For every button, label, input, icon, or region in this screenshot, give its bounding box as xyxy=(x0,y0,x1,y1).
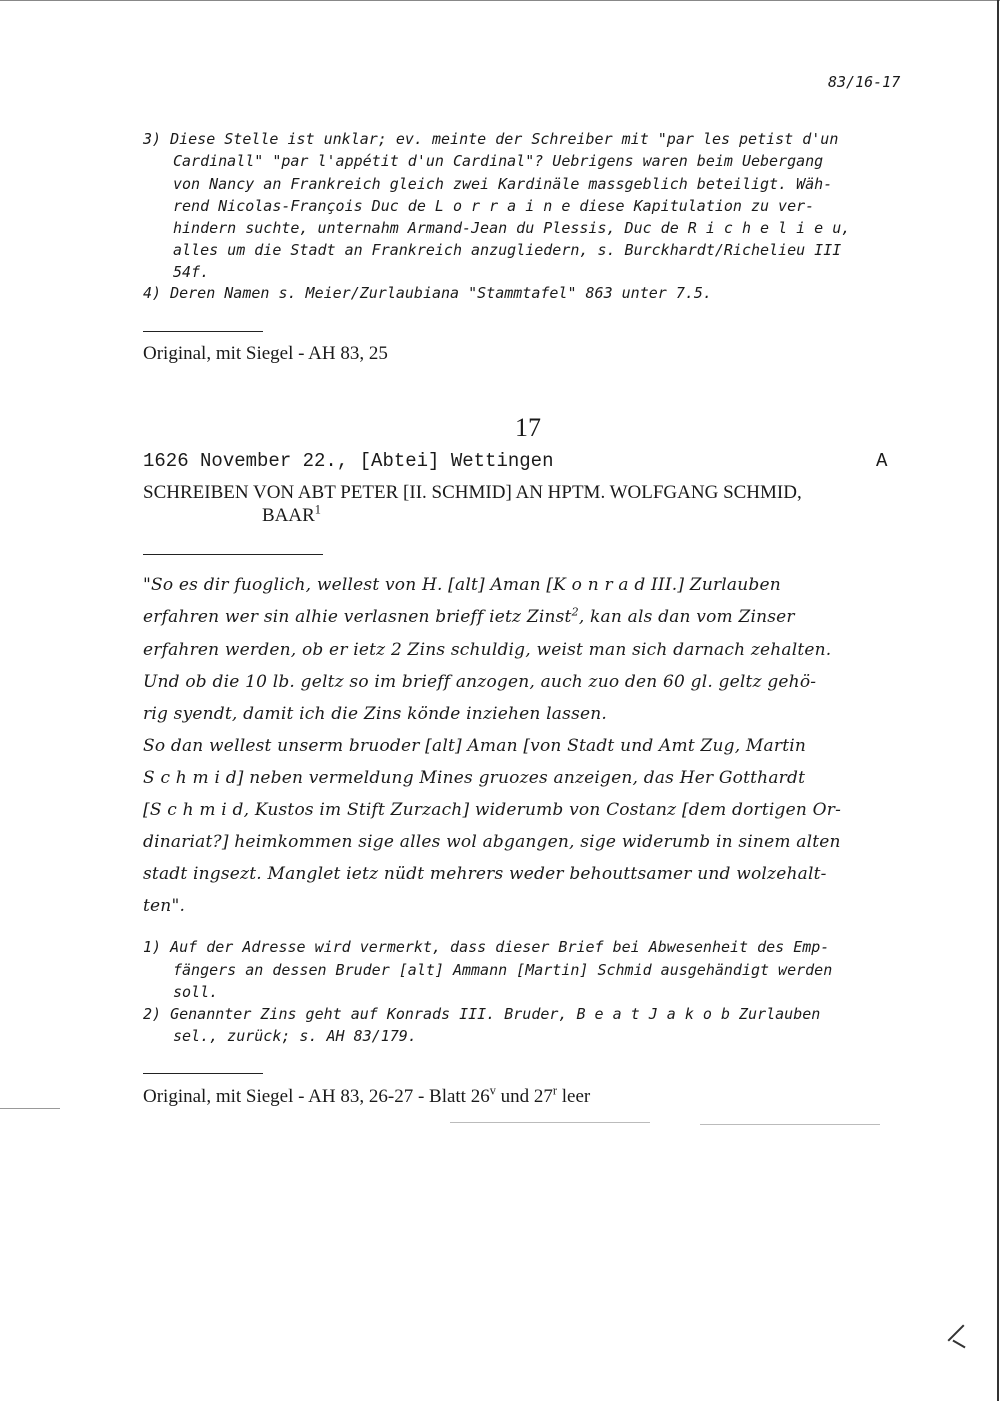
page-number: 83/16-17 xyxy=(828,73,901,91)
separator-rule-1 xyxy=(143,331,263,332)
recto-mark: r xyxy=(552,1083,558,1098)
letter-line-11: ten". xyxy=(143,896,186,916)
letter-line-2-rest: , kan als dan vom Zinser xyxy=(578,607,795,627)
scan-noise-line xyxy=(700,1124,880,1125)
letter-line-8: [S c h m i d, Kustos im Stift Zurzach] widerumb von Costanz [dem dortigen Or- xyxy=(143,800,842,820)
letter-line-3: erfahren werden, ob er ietz 2 Zins schuldig, weist man sich darnach zehalten. xyxy=(143,640,832,660)
letter-line-6: So dan wellest unserm bruoder [alt] Aman [von Stadt und Amt Zug, Martin xyxy=(143,736,807,756)
title-recipient: BAAR xyxy=(262,505,315,526)
corner-mark xyxy=(948,1325,965,1342)
verso-mark: v xyxy=(489,1083,496,1098)
top-scan-edge xyxy=(0,0,1000,1)
footnote-3-line-3: von Nancy an Frankreich gleich zwei Kardinäle massgeblich beteiligt. Wäh- xyxy=(173,175,833,193)
footnote-3-line-5: hindern suchte, unternahm Armand-Jean du Plessis, Duc de R i c h e l i e u, xyxy=(173,219,851,237)
letter-line-2 xyxy=(143,607,795,627)
source-bottom-mid: und 27 xyxy=(495,1086,553,1107)
corner-mark xyxy=(952,1340,965,1349)
letter-line-7: S c h m i d] neben vermeldung Mines gruozes anzeigen, das Her Gotthardt xyxy=(143,768,806,788)
document-date-place: 1626 November 22., [Abtei] Wettingen xyxy=(143,450,554,472)
footnote-3-line-6: alles um die Stadt an Frankreich anzugliedern, s. Burckhardt/Richelieu III xyxy=(173,241,842,259)
right-scan-edge xyxy=(997,0,999,1401)
scan-noise-line xyxy=(450,1122,650,1123)
document-title-line-1: SCHREIBEN VON ABT PETER [II. SCHMID] AN HPTM. WOLFGANG SCHMID, xyxy=(143,482,802,503)
footnote-1-line-2: fängers an dessen Bruder [alt] Ammann [Martin] Schmid ausgehändigt werden xyxy=(173,961,833,979)
footnote-1-line-3: soll. xyxy=(173,983,219,1001)
letter-line-2-text: erfahren wer sin alhie verlasnen brieff ietz Zinst xyxy=(143,607,572,627)
scan-noise-line xyxy=(0,1108,60,1109)
footnote-3-line-2: Cardinall" "par l'appétit d'un Cardinal"? Uebrigens waren beim Uebergang xyxy=(173,152,824,170)
letter-line-5: rig syendt, damit ich die Zins könde inziehen lassen. xyxy=(143,704,608,724)
footnote-2-line-1: 2) Genannter Zins geht auf Konrads III. Bruder, B e a t J a k o b Zurlauben xyxy=(143,1005,821,1023)
document-title-line-2 xyxy=(262,502,321,527)
letter-line-4: Und ob die 10 lb. geltz so im brieff anzogen, auch zuo den 60 gl. geltz gehö- xyxy=(143,672,817,692)
separator-rule-2 xyxy=(143,554,323,555)
footnote-1-line-1: 1) Auf der Adresse wird vermerkt, dass dieser Brief bei Abwesenheit des Emp- xyxy=(143,938,830,956)
letter-line-1: "So es dir fuoglich, wellest von H. [alt] Aman [K o n r a d III.] Zurlauben xyxy=(143,575,781,595)
document-number: 17 xyxy=(515,413,541,442)
source-bottom-end: leer xyxy=(557,1086,591,1107)
footnote-4: 4) Deren Namen s. Meier/Zurlaubiana "Stammtafel" 863 unter 7.5. xyxy=(143,284,712,302)
separator-rule-3 xyxy=(143,1073,263,1074)
footnote-3-line-1: 3) Diese Stelle ist unklar; ev. meinte der Schreiber mit "par les petist d'un xyxy=(143,130,839,148)
letter-line-10: stadt ingsezt. Manglet ietz nüdt mehrers weder behouttsamer und wolzehalt- xyxy=(143,864,827,884)
footnote-2-line-2: sel., zurück; s. AH 83/179. xyxy=(173,1027,417,1045)
footnote-3-line-7: 54f. xyxy=(173,263,210,281)
source-note-top: Original, mit Siegel - AH 83, 25 xyxy=(143,343,388,364)
footnote-ref-1: 1 xyxy=(314,502,321,517)
letter-line-9: dinariat?] heimkommen sige alles wol abgangen, sige widerumb in sinem alten xyxy=(143,832,841,852)
document-marker: A xyxy=(876,450,888,472)
source-bottom-text: Original, mit Siegel - AH 83, 26-27 - Blatt 26 xyxy=(143,1086,490,1107)
footnote-3-line-4: rend Nicolas-François Duc de L o r r a i n e diese Kapitulation zu ver- xyxy=(173,197,815,215)
source-note-bottom xyxy=(143,1083,591,1108)
footnote-ref-2: 2 xyxy=(571,605,579,619)
